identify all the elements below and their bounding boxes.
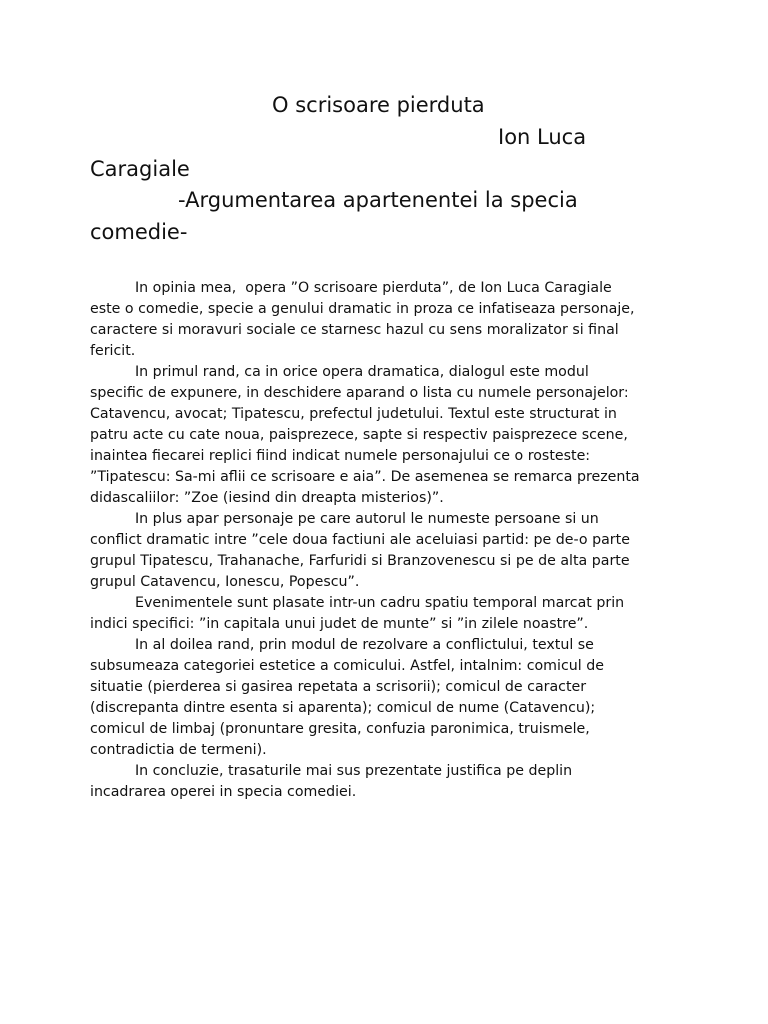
text-line: In opinia mea, opera ”O scrisoare pierduta”, de Ion Luca Caragiale (135, 280, 612, 296)
text-line: In primul rand, ca in orice opera dramatica, dialogul este modul (135, 364, 589, 380)
author-name-line2: Caragiale (90, 157, 190, 181)
text-line: grupul Catavencu, Ionescu, Popescu”. (90, 574, 360, 590)
text-line: fericit. (90, 343, 136, 359)
document-subtitle-line2: comedie- (90, 220, 188, 244)
text-line: didascaliilor: ”Zoe (iesind din dreapta misterios)”. (90, 490, 444, 506)
text-line: specific de expunere, in deschidere aparand o lista cu numele personajelor: (90, 385, 629, 401)
author-name-line1: Ion Luca (498, 125, 587, 149)
text-line: (discrepanta dintre esenta si aparenta); comicul de nume (Catavencu); (90, 700, 596, 716)
text-line: Catavencu, avocat; Tipatescu, prefectul judetului. Textul este structurat in (90, 406, 617, 422)
document-subtitle-line1: -Argumentarea apartenentei la specia (178, 188, 578, 212)
text-line: inaintea fiecarei replici fiind indicat numele personajului ce o rosteste: (90, 448, 591, 464)
text-line: caractere si moravuri sociale ce starnesc hazul cu sens moralizator si final (90, 322, 619, 338)
text-line: conflict dramatic intre ”cele doua factiuni ale aceluiasi partid: pe de-o parte (90, 532, 630, 548)
text-line: grupul Tipatescu, Trahanache, Farfuridi si Branzovenescu si pe de alta parte (90, 553, 630, 569)
text-line: comicul de limbaj (pronuntare gresita, confuzia paronimica, truismele, (90, 721, 590, 737)
text-line: este o comedie, specie a genului dramatic in proza ce infatiseaza personaje, (90, 301, 635, 317)
text-line: situatie (pierderea si gasirea repetata a scrisorii); comicul de caracter (90, 679, 587, 695)
text-line: In al doilea rand, prin modul de rezolvare a conflictului, textul se (135, 637, 594, 653)
essay-body (90, 278, 690, 803)
text-line: subsumeaza categoriei estetice a comicului. Astfel, intalnim: comicul de (90, 658, 604, 674)
text-line: In plus apar personaje pe care autorul le numeste persoane si un (135, 511, 599, 527)
text-line: incadrarea operei in specia comediei. (90, 784, 357, 800)
text-line: patru acte cu cate noua, paisprezece, sapte si respectiv paisprezece scene, (90, 427, 628, 443)
text-line: In concluzie, trasaturile mai sus prezentate justifica pe deplin (135, 763, 573, 779)
text-line: indici specifici: ”in capitala unui judet de munte” si ”in zilele noastre”. (90, 616, 589, 632)
document-title: O scrisoare pierduta (272, 93, 485, 117)
text-line: contradictia de termeni). (90, 742, 267, 758)
text-line: ”Tipatescu: Sa-mi aflii ce scrisoare e aia”. De asemenea se remarca prezenta (90, 469, 640, 485)
text-line: Evenimentele sunt plasate intr-un cadru spatiu temporal marcat prin (135, 595, 625, 611)
